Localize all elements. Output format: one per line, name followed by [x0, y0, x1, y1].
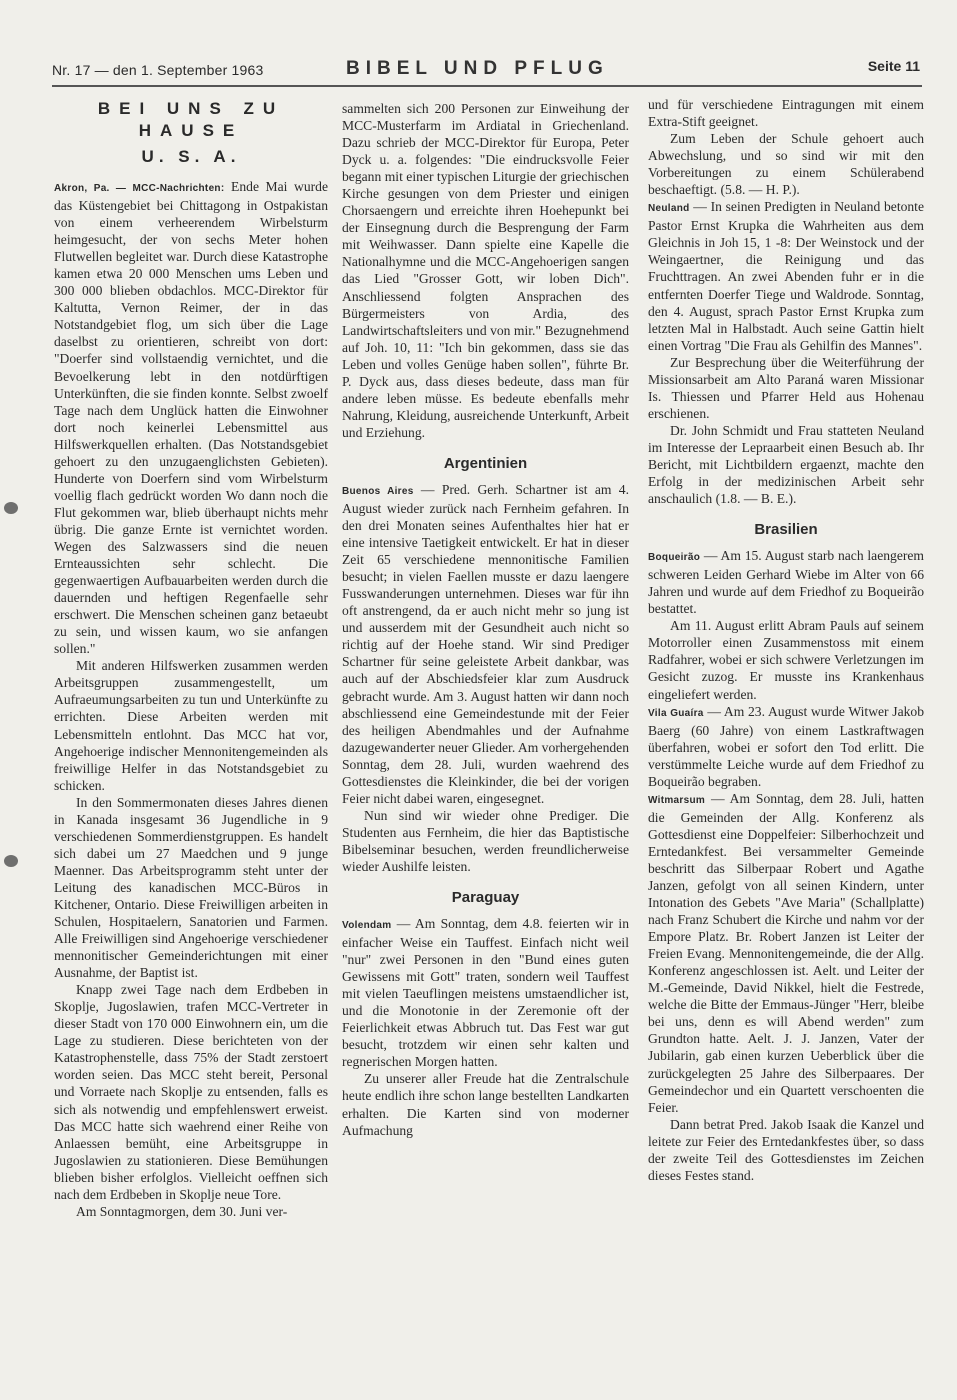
section-heading-paraguay: Paraguay: [451, 889, 520, 907]
article-paragraph: und für verschiedene Eintragungen mit einem Extra-Stift geeignet.: [648, 97, 924, 130]
article-paragraph: Zur Besprechung über die Weiterführung der Missionsarbeit am Alto Paraná waren Missionar Is. Thiessen und Pfarrer Held aus Hohenau erschienen.: [648, 354, 924, 421]
section-subtitle: U. S. A.: [141, 147, 241, 166]
article-paragraph: In den Sommermonaten dieses Jahres dienen in Kanada insgesamt 36 Jugendliche in 9 verschiedenen Sommerdienstgruppen. Es handelt sich dabei um 27 Maedchen und 9 junge Maenner. Das Arbeitsprogramm steht unter der Leitung des kanadischen MCC-Büros in Kitchener, Ontario. Diese Freiwilligen arbeiten in Schulen, Hospitaelern, Sanatorien und Farmen. Alle Freiwilligen sind Angehoerige verschiedener mennonitischer Gemeinderichtungen mit einer Ausnahme, der Baptist ist.: [54, 794, 328, 981]
dateline: Volendam: [342, 920, 392, 932]
article-paragraph: Witmarsum — Am Sonntag, dem 28. Juli, hatten die Gemeinden der Allg. Konferenz als Gottesdienst eine Doppelfeier: Silberhochzeit und Erntedankfest. Bei versammelter Gemeinde beschritt das Silberpaar Robert und Agathe Janzen, gefolgt von all seinen Kindern, unter Intonation des Gebets "Ave Maria" (Schallplatte) nach Franz Schubert die Kirche und nahm vor der Empore Platz. Br. Robert Janzen ist Leiter der Freien Evang. Mennonitengemeinde, die der Allg. Konferenz angeschlossen ist. Aelt. und Leiter der M.-Gemeinde, David Nikkel, hielt die Festrede, welche die Bitte der Emmaus-Jünger "Herr, bleibe bei uns, denn es will Abend werden" zum Grundton hatte. Aelt. J. J. Janzen, Vater der Jubilarin, gab einen kurzen Ueberblick über die zurückgelegten 25 Jahre des Silberpaares. Der Gemeindechor und ein Quartett verschoenten die Feier.: [648, 790, 924, 1115]
article-paragraph: Am Sonntagmorgen, dem 30. Juni ver-: [76, 1203, 288, 1219]
article-paragraph: Neuland — In seinen Predigten in Neuland betonte Pastor Ernst Krupka die Wahrheiten aus dem Gleichnis in Joh 15, 1 -8: Der Weinstock und der Weingaertner, die Reinigung und das Fruchttragen. An zwei Abenden fuhr er in die entfernten Doerfer Tiege und Waldrode. Sonntag, den 4. August, sprach Pastor Ernst Krupka zum letzten Mal in Halbstadt. Auch seine Gattin hielt einen Vortrag "Die Frau als Gehilfin des Mannes".: [648, 199, 924, 353]
section-title: BEI UNS ZU HAUSE: [97, 99, 285, 140]
article-paragraph: Dr. John Schmidt und Frau statteten Neuland im Interesse der Lepraarbeit einen Besuch ab. Ihr Bericht, mit Lichtbildern ergaenzt, machte den Erfolg in der medizinischen Arbeit sehr anschaulich (1.8. — B. E.).: [648, 422, 924, 507]
article-paragraph: Zu unserer aller Freude hat die Zentralschule heute endlich ihre schon lange bestellten Landkarten erhalten. Die Karten sind von moderner Aufmachung: [342, 1071, 629, 1138]
masthead-title: BIBEL UND PFLUG: [346, 58, 609, 79]
dateline: Vila Guaíra: [648, 707, 704, 719]
punch-hole-icon: [4, 855, 18, 867]
page-number: Seite 11: [867, 58, 920, 74]
column-3: [648, 96, 924, 1184]
column-1: [54, 96, 328, 1220]
section-heading-brasilien: Brasilien: [754, 521, 818, 539]
dateline: Buenos Aires: [342, 485, 414, 497]
article-paragraph: Akron, Pa. — MCC-Nachrichten: Ende Mai wurde das Küstengebiet bei Chittagong in Ostpakistan von einem verheerendem Wirbelsturm heimgesucht, der von sechs Meter hohen Flutwellen begleitet war. Durch diese Katastrophe kamen etwa 20 000 Menschen ums Leben und 300 000 blieben obdachlos. MCC-Direktor für Kaltutta, Vernon Reimer, der in das Notstandgebiet flog, um sich über die Lage daselbst zu orientieren, schreibt von dort: "Doerfer sind vollstaendig vernichtet, und die Bevoelkerung lebt in den notdürftigen Unterkünften, die sie finden konnte. Selbst zwoelf Tage nach dem Unglück hatten die Einwohner dort noch keinerlei Lebensmittel aus Hilfswerkquellen erhalten. (Das Notstandsgebiet gehoert zu den unzugaenglichsten Gebieten). Hunderte von Doerfern sind vom Wirbelsturm voellig flach gedrückt worden Wo dann noch die Flut gekommen war, blieb überhaupt nichts mehr übrig. Die ganze Ernte ist vernichtet worden. Wegen des Salzwassers sind die neuen Ernteaussichten sehr schlecht. Die gegenwaertigen Aufbauarbeiten werden durch die dauernden und heftigen Regenfaelle sehr erschwert. Die Menschen scheinen ganz betaeubt zu sein, und wissen kaum, wo sie anfangen sollen.": [54, 179, 328, 657]
article-paragraph: Volendam — Am Sonntag, dem 4.8. feierten wir in einfacher Weise ein Tauffest. Einfach nicht weil "nur" zwei Personen in den "Bund eines guten Gewissens mit Gott" traten, sondern weil Tauffest mit vielen Taeuflingen meistens umstaendlicher ist, und die Monotonie in der Zeremonie oft der Feierlichkeit etwas Abbruch tut. Das Fest war gut besucht, trotzdem wir einen sehr kalten und regnerischen Morgen hatten.: [342, 916, 629, 1070]
article-paragraph: Vila Guaíra — Am 23. August wurde Witwer Jakob Baerg (60 Jahre) von einem Lastkraftwagen überfahren, wobei er sofort den Tod erlitt. Die verstümmelte Leiche wurde auf dem Friedhof zu Boqueirão begraben.: [648, 703, 924, 789]
article-paragraph: Zum Leben der Schule gehoert auch Abwechslung, und so sind wir mit den Vorbereitungen zu einem Schülerabend beschaeftigt. (5.8. — H. P.).: [648, 131, 924, 198]
article-paragraph: Nun sind wir wieder ohne Prediger. Die Studenten aus Fernheim, die hier das Baptistische Bibelseminar besuchen, werden freundlicherweise wieder Aushilfe leisten.: [342, 807, 629, 874]
article-paragraph: Knapp zwei Tage nach dem Erdbeben in Skoplje, Jugoslawien, trafen MCC-Vertreter in dieser Stadt von 170 000 Einwohnern ein, um die Lage zu studieren. Diese berichteten von der Katastrophenstelle, dass 75% der Stadt zerstoert worden seien. Das MCC steht bereit, Personal und Vorraete nach Skoplje zu entsenden, falls es sich als notwendig und empfehlenswert erweist. Das MCC hatte sich waehrend einer Reihe von Anlaessen bemüht, eine Arbeitsgruppe in Jugoslawien zu stationieren. Diese Bemühungen blieben bisher erfolglos. Vielleicht oeffnen sich nach dem Erdbeben in Skoplje neue Tore.: [54, 982, 328, 1202]
page-header: [52, 58, 920, 84]
article-paragraph: Boqueirão — Am 15. August starb nach laengerem schweren Leiden Gerhard Wiebe im Alter von 66 Jahren und wurde auf dem Friedhof zu Boqueirão bestattet.: [648, 548, 924, 617]
dateline: Akron, Pa. — MCC-Nachrichten:: [54, 183, 225, 194]
column-2: [342, 100, 629, 1139]
article-paragraph: Am 11. August erlitt Abram Pauls auf seinem Motorroller einen Zusammenstoss mit einem Radfahrer, wobei er sich schwere Verletzungen im Gesicht zuzog. Er musste ins Krankenhaus eingeliefert werden.: [648, 618, 924, 702]
article-paragraph: Mit anderen Hilfswerken zusammen werden Arbeitsgruppen zusammengestellt, um Aufraeumungsarbeiten zu tun und Unterkünfte zu errichten. Diese Arbeiten werden mit Lebensmitteln entlohnt. Das MCC hat vor, Angehoerige indischer Mennonitengemeinden als freiwillige Helfer in das Notstandsgebiet zu schicken.: [54, 658, 328, 793]
article-paragraph: Dann betrat Pred. Jakob Isaak die Kanzel und leitete zur Feier des Erntedankfestes über, so dass der zweite Teil des Gottesdienstes im Zeichen dieses Festes stand.: [648, 1116, 924, 1183]
punch-hole-icon: [4, 502, 18, 514]
header-rule: [52, 85, 922, 87]
issue-date: Nr. 17 — den 1. September 1963: [52, 62, 264, 78]
article-paragraph: Buenos Aires — Pred. Gerh. Schartner ist am 4. August wieder zurück nach Fernheim gefahren. In den drei Monaten seines Aufenthaltes hier hat er eine intensive Taetigkeit entwickelt. Er hat in dieser Zeit 65 verschiedene mennonitische Familien besucht; in vielen Faellen musste er dazu laengere Fusswanderungen unternehmen. Dieses war für ihn oft anstrengend, da er auch nicht mehr so jung ist und ausserdem mit der Gesundheit auch nicht so richtig auf der Hoehe stand. Wir sind Prediger Schartner für seine geleistete Arbeit dankbar, was auch auf der Abschiedsfeier klar zum Ausdruck gebracht wurde. Am 3. August hatten wir dann noch abschliessend eine Gemeindestunde mit der Feier des heiligen Abendmahles und der Aufnahme dazugewanderter neuer Glieder. Am vorhergehenden Sonntag, dem 28. Juli, wurden waehrend des Gottesdienstes die Kleinkinder, die bei der vorigen Feier nicht dabei waren, eingesegnet.: [342, 481, 629, 806]
section-heading-argentinien: Argentinien: [443, 454, 528, 472]
dateline: Witmarsum: [648, 794, 706, 806]
dateline: Neuland: [648, 203, 690, 215]
dateline: Boqueirão: [648, 552, 701, 564]
article-paragraph: sammelten sich 200 Personen zur Einweihung der MCC-Musterfarm im Ardiatal in Griechenland. Dazu schrieb der MCC-Direktor für Europa, Peter Dyck u. a. folgendes: "Die eindrucksvolle Feier begann mit einer typischen Liturgie der griechischen Kirche gesungen von dem Priester und einigen Chorsaengern und erreichte ihren Hoehepunkt bei der Einsegnung durch die Besprengung der Farm mit Weihwasser. Dann spielte eine Kapelle die Nationalhymne und die MCC-Angehoerigen sangen das Lied "Grosser Gott, wir loben Dich". Anschliessend folgten Ansprachen des Bürgermeisters von Ardia, des Landwirtschaftsleiters und von mir." Bezugnehmend auf Joh. 10, 11: "Ich bin gekommen, dass sie das Leben und volles Genüge haben sollen", führte Br. P. Dyck aus, dass dieses bedeute, dass man für andere leben müsse. Es bedeute ebenfalls mehr Nahrung, Kleidung, ausreichende Unterkunft, Arbeit und Erziehung.: [342, 101, 629, 440]
